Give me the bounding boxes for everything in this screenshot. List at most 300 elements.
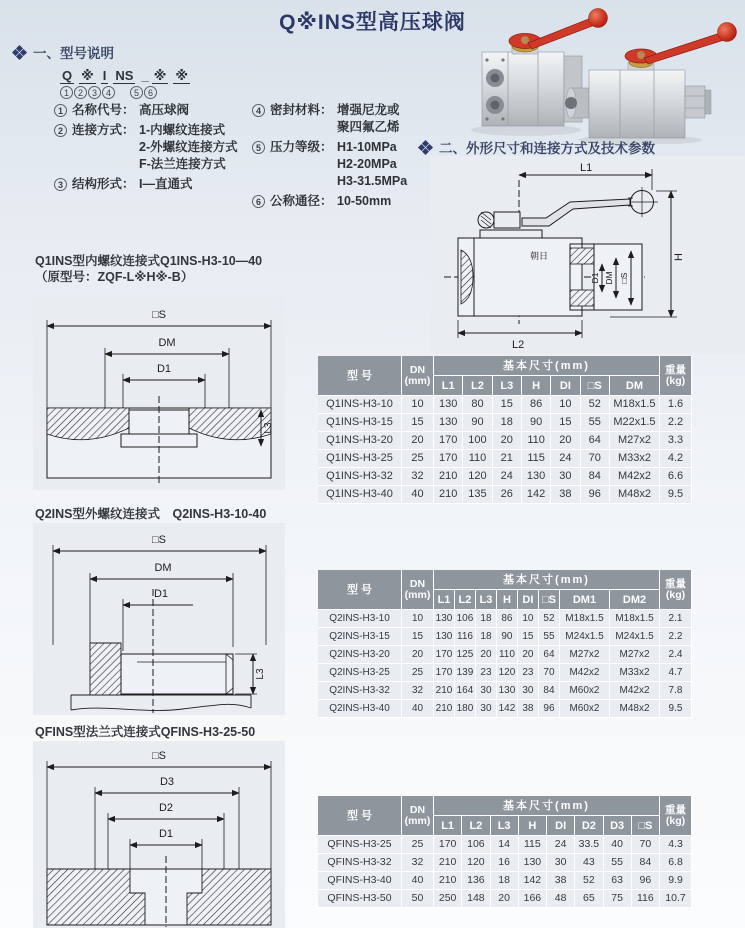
col-header-model: 型 号 bbox=[318, 356, 402, 396]
value-cell: 15 bbox=[518, 628, 539, 646]
model-cell: Q2INS-H3-15 bbox=[318, 628, 402, 646]
value-cell: 10 bbox=[402, 396, 434, 414]
value-cell: 20 bbox=[402, 432, 434, 450]
dim-label-d1: D1 bbox=[156, 363, 172, 375]
value-cell: 210 bbox=[434, 486, 463, 504]
value-cell: 125 bbox=[455, 646, 476, 664]
col-header-basic: 基本尺寸(mm) bbox=[434, 570, 660, 590]
value-cell: 180 bbox=[455, 700, 476, 718]
value-cell: 116 bbox=[455, 628, 476, 646]
value-cell: 210 bbox=[434, 682, 455, 700]
circled-number: 3 bbox=[88, 86, 101, 99]
table-row bbox=[318, 646, 692, 664]
value-cell: 135 bbox=[463, 486, 492, 504]
value-cell: 20 bbox=[493, 432, 522, 450]
item-number: 4 bbox=[252, 104, 265, 117]
value-cell: M18x1.5 bbox=[560, 610, 610, 628]
value-cell: 3.3 bbox=[660, 432, 692, 450]
diagram-internal-thread bbox=[33, 296, 285, 490]
table-row bbox=[318, 700, 692, 718]
value-cell: 25 bbox=[402, 836, 434, 854]
col-header-dim: L1 bbox=[434, 590, 455, 610]
col-header-weight: 重量 (kg) bbox=[660, 356, 692, 396]
value-cell: 18 bbox=[476, 610, 497, 628]
value-cell: 130 bbox=[434, 610, 455, 628]
value-cell: 55 bbox=[539, 628, 560, 646]
col-header-dim: H bbox=[497, 590, 518, 610]
code-seg: ※ bbox=[175, 68, 188, 83]
item-label: 连接方式： bbox=[72, 123, 135, 137]
value-cell: 115 bbox=[519, 836, 547, 854]
item-value: 高压球阀 bbox=[139, 103, 190, 117]
value-cell: 26 bbox=[493, 486, 522, 504]
value-cell: 70 bbox=[539, 664, 560, 682]
model-cell: Q1INS-H3-10 bbox=[318, 396, 402, 414]
model-cell: QFINS-H3-32 bbox=[318, 854, 402, 872]
table-row bbox=[318, 486, 692, 504]
value-cell: 20 bbox=[518, 646, 539, 664]
value-cell: 142 bbox=[519, 872, 547, 890]
col-header-dim: L3 bbox=[491, 816, 519, 836]
value-cell: 33.5 bbox=[575, 836, 603, 854]
value-cell: 90 bbox=[522, 414, 551, 432]
value-cell: M60x2 bbox=[560, 682, 610, 700]
item-label: 压力等级： bbox=[270, 140, 333, 154]
col-header-dim: DI bbox=[551, 376, 580, 396]
value-cell: 24 bbox=[551, 450, 580, 468]
value-cell: 2.2 bbox=[660, 414, 692, 432]
value-cell: M33x2 bbox=[610, 450, 660, 468]
diagram-external-thread bbox=[33, 523, 285, 715]
item-label: 密封材料： bbox=[270, 103, 333, 117]
value-cell: 96 bbox=[581, 486, 610, 504]
diagram-flange bbox=[33, 741, 285, 928]
spec-table-q1ins bbox=[318, 356, 692, 504]
value-cell: 84 bbox=[581, 468, 610, 486]
value-cell: 63 bbox=[604, 872, 632, 890]
col-header-dim: D2 bbox=[575, 816, 603, 836]
value-cell: 120 bbox=[462, 854, 490, 872]
value-cell: 6.8 bbox=[660, 854, 692, 872]
diagram3-label bbox=[35, 724, 335, 740]
item-value: H1-10MPa H2-20MPa H3-31.5MPa bbox=[337, 140, 408, 188]
value-cell: 15 bbox=[402, 414, 434, 432]
four-diamond-icon bbox=[418, 140, 432, 154]
value-cell: 52 bbox=[575, 872, 603, 890]
value-cell: 1.6 bbox=[660, 396, 692, 414]
value-cell: 4.3 bbox=[660, 836, 692, 854]
value-cell: 90 bbox=[463, 414, 492, 432]
item-number: 3 bbox=[54, 178, 67, 191]
value-cell: 110 bbox=[497, 646, 518, 664]
value-cell: 6.6 bbox=[660, 468, 692, 486]
value-cell: 38 bbox=[518, 700, 539, 718]
legend-item bbox=[54, 122, 254, 173]
item-number: 2 bbox=[54, 124, 67, 137]
value-cell: 10.7 bbox=[660, 890, 692, 908]
value-cell: 4.7 bbox=[660, 664, 692, 682]
value-cell: 115 bbox=[522, 450, 551, 468]
model-cell: QFINS-H3-25 bbox=[318, 836, 402, 854]
dim-label-s: □S bbox=[152, 534, 166, 546]
table-row bbox=[318, 414, 692, 432]
dim-label-l3: L3 bbox=[255, 668, 266, 680]
value-cell: 20 bbox=[476, 646, 497, 664]
item-label: 名称代号： bbox=[72, 103, 135, 117]
value-cell: 130 bbox=[519, 854, 547, 872]
col-header-dim: H bbox=[519, 816, 547, 836]
value-cell: 40 bbox=[402, 700, 434, 718]
table-row bbox=[318, 682, 692, 700]
col-header-dim: L2 bbox=[462, 816, 490, 836]
value-cell: M42x2 bbox=[610, 682, 660, 700]
code-seg: Q bbox=[62, 68, 73, 83]
value-cell: 14 bbox=[491, 836, 519, 854]
value-cell: 96 bbox=[632, 872, 660, 890]
value-cell: 65 bbox=[575, 890, 603, 908]
value-cell: 30 bbox=[518, 682, 539, 700]
code-number-row bbox=[60, 86, 195, 99]
dim-label-h: H bbox=[673, 253, 685, 261]
value-cell: 9.9 bbox=[660, 872, 692, 890]
col-header-model: 型 号 bbox=[318, 796, 402, 836]
value-cell: 80 bbox=[463, 396, 492, 414]
value-cell: 15 bbox=[493, 396, 522, 414]
value-cell: 142 bbox=[497, 700, 518, 718]
value-cell: 55 bbox=[581, 414, 610, 432]
col-header-dim: L3 bbox=[493, 376, 522, 396]
code-seg: ※ bbox=[153, 68, 167, 83]
value-cell: 96 bbox=[539, 700, 560, 718]
model-cell: QFINS-H3-40 bbox=[318, 872, 402, 890]
col-header-dim: DM2 bbox=[610, 590, 660, 610]
item-number: 1 bbox=[54, 104, 67, 117]
value-cell: 30 bbox=[547, 854, 575, 872]
value-cell: M24x1.5 bbox=[560, 628, 610, 646]
col-header-dn: DN (mm) bbox=[402, 356, 434, 396]
table-row bbox=[318, 628, 692, 646]
value-cell: 30 bbox=[476, 700, 497, 718]
value-cell: 20 bbox=[402, 646, 434, 664]
value-cell: M24x1.5 bbox=[610, 628, 660, 646]
model-cell: Q2INS-H3-20 bbox=[318, 646, 402, 664]
value-cell: 210 bbox=[434, 872, 462, 890]
value-cell: M27x2 bbox=[610, 646, 660, 664]
value-cell: 21 bbox=[493, 450, 522, 468]
value-cell: 32 bbox=[402, 854, 434, 872]
model-cell: Q1INS-H3-15 bbox=[318, 414, 402, 432]
value-cell: 20 bbox=[551, 432, 580, 450]
value-cell: M18x1.5 bbox=[610, 396, 660, 414]
item-number: 5 bbox=[252, 141, 265, 154]
handle-ball bbox=[589, 9, 608, 28]
valve-photo-right bbox=[565, 23, 737, 145]
legend-item bbox=[252, 139, 442, 190]
dim-label-l2: L2 bbox=[512, 339, 525, 351]
col-header-dim: DM bbox=[610, 376, 660, 396]
col-header-dn: DN (mm) bbox=[402, 796, 434, 836]
diagram2-label bbox=[35, 506, 335, 522]
col-header-weight: 重量 (kg) bbox=[660, 796, 692, 836]
value-cell: 210 bbox=[434, 854, 462, 872]
value-cell: 90 bbox=[497, 628, 518, 646]
col-header-dim: L1 bbox=[434, 376, 463, 396]
value-cell: 38 bbox=[547, 872, 575, 890]
value-cell: 10 bbox=[402, 610, 434, 628]
value-cell: 70 bbox=[581, 450, 610, 468]
section1-title: 一、型号说明 bbox=[33, 46, 114, 61]
model-cell: Q2INS-H3-25 bbox=[318, 664, 402, 682]
value-cell: 24 bbox=[493, 468, 522, 486]
model-code-row bbox=[60, 68, 195, 84]
value-cell: 139 bbox=[455, 664, 476, 682]
item-value: I—直通式 bbox=[139, 177, 193, 191]
value-cell: 23 bbox=[518, 664, 539, 682]
diagram1-subtitle: （原型号：ZQF-L※H※-B） bbox=[35, 270, 194, 284]
section2-title: 二、外形尺寸和连接方式及技术参数 bbox=[439, 141, 655, 156]
table-row bbox=[318, 664, 692, 682]
model-code bbox=[60, 68, 195, 99]
product-photo-valves bbox=[468, 6, 745, 144]
col-header-dim: □S bbox=[581, 376, 610, 396]
value-cell: 9.5 bbox=[660, 486, 692, 504]
value-cell: 120 bbox=[497, 664, 518, 682]
value-cell: 130 bbox=[434, 414, 463, 432]
table-row bbox=[318, 610, 692, 628]
table-row bbox=[318, 854, 692, 872]
four-diamond-icon bbox=[12, 45, 26, 59]
value-cell: 130 bbox=[497, 682, 518, 700]
code-seg: NS bbox=[115, 68, 134, 83]
value-cell: 15 bbox=[402, 628, 434, 646]
table-row bbox=[318, 872, 692, 890]
col-header-dim: L2 bbox=[463, 376, 492, 396]
col-header-dim: □S bbox=[632, 816, 660, 836]
value-cell: 120 bbox=[463, 468, 492, 486]
col-header-basic: 基本尺寸(mm) bbox=[434, 796, 660, 816]
code-seg: ※ bbox=[81, 68, 94, 83]
value-cell: 86 bbox=[522, 396, 551, 414]
dim-label-d1: D1 bbox=[590, 272, 600, 284]
spec-table-qfins bbox=[318, 796, 692, 908]
table-row bbox=[318, 450, 692, 468]
spec-table bbox=[318, 356, 692, 504]
value-cell: 16 bbox=[491, 854, 519, 872]
col-header-dim: □S bbox=[539, 590, 560, 610]
value-cell: 30 bbox=[476, 682, 497, 700]
value-cell: 43 bbox=[575, 854, 603, 872]
value-cell: 2.2 bbox=[660, 628, 692, 646]
value-cell: 250 bbox=[434, 890, 462, 908]
value-cell: 50 bbox=[402, 890, 434, 908]
value-cell: 10 bbox=[518, 610, 539, 628]
section1-heading bbox=[12, 42, 114, 62]
circled-number: 2 bbox=[74, 86, 87, 99]
value-cell: 166 bbox=[519, 890, 547, 908]
main-dimension-drawing bbox=[430, 156, 745, 354]
col-header-dim: L2 bbox=[455, 590, 476, 610]
spec-table-q2ins bbox=[318, 570, 692, 718]
diagram1-label bbox=[35, 253, 335, 285]
dim-label-l3: L3 bbox=[263, 422, 274, 434]
value-cell: 210 bbox=[434, 468, 463, 486]
table-row bbox=[318, 468, 692, 486]
value-cell: 20 bbox=[491, 890, 519, 908]
item-label: 公称通径： bbox=[270, 194, 333, 208]
value-cell: 210 bbox=[434, 700, 455, 718]
model-cell: Q1INS-H3-32 bbox=[318, 468, 402, 486]
table-row bbox=[318, 890, 692, 908]
value-cell: M27x2 bbox=[610, 432, 660, 450]
value-cell: 32 bbox=[402, 468, 434, 486]
value-cell: 32 bbox=[402, 682, 434, 700]
value-cell: 130 bbox=[522, 468, 551, 486]
item-number: 6 bbox=[252, 195, 265, 208]
legend-item bbox=[54, 176, 254, 193]
value-cell: 130 bbox=[434, 396, 463, 414]
value-cell: 64 bbox=[539, 646, 560, 664]
value-cell: 75 bbox=[604, 890, 632, 908]
value-cell: 84 bbox=[632, 854, 660, 872]
value-cell: 2.4 bbox=[660, 646, 692, 664]
model-cell: QFINS-H3-50 bbox=[318, 890, 402, 908]
value-cell: 142 bbox=[522, 486, 551, 504]
model-cell: Q2INS-H3-10 bbox=[318, 610, 402, 628]
table-row bbox=[318, 396, 692, 414]
value-cell: 130 bbox=[434, 628, 455, 646]
value-cell: 170 bbox=[434, 646, 455, 664]
value-cell: M48x2 bbox=[610, 486, 660, 504]
value-cell: 2.1 bbox=[660, 610, 692, 628]
circled-number: 4 bbox=[102, 86, 115, 99]
model-cell: Q2INS-H3-32 bbox=[318, 682, 402, 700]
item-value: 1-内螺纹连接式 2-外螺纹连接方式 F-法兰连接方式 bbox=[139, 123, 238, 171]
legend-item bbox=[54, 102, 254, 119]
model-cell: Q1INS-H3-40 bbox=[318, 486, 402, 504]
value-cell: M48x2 bbox=[610, 700, 660, 718]
table-row bbox=[318, 836, 692, 854]
value-cell: 4.2 bbox=[660, 450, 692, 468]
value-cell: 64 bbox=[581, 432, 610, 450]
circled-number: 5 bbox=[130, 86, 143, 99]
legend-item bbox=[252, 102, 442, 136]
spec-table bbox=[318, 570, 692, 718]
model-cell: Q1INS-H3-20 bbox=[318, 432, 402, 450]
value-cell: 170 bbox=[434, 836, 462, 854]
value-cell: 136 bbox=[462, 872, 490, 890]
value-cell: 25 bbox=[402, 450, 434, 468]
value-cell: M33x2 bbox=[610, 664, 660, 682]
table-row bbox=[318, 432, 692, 450]
section2-heading bbox=[418, 137, 655, 157]
value-cell: 15 bbox=[551, 414, 580, 432]
diagram3-title: QFINS型法兰式连接式QFINS-H3-25-50 bbox=[35, 725, 256, 739]
value-cell: 86 bbox=[497, 610, 518, 628]
value-cell: 106 bbox=[455, 610, 476, 628]
value-cell: 148 bbox=[462, 890, 490, 908]
value-cell: 70 bbox=[632, 836, 660, 854]
code-seg: I bbox=[102, 68, 107, 83]
value-cell: 164 bbox=[455, 682, 476, 700]
value-cell: 170 bbox=[434, 432, 463, 450]
value-cell: 18 bbox=[476, 628, 497, 646]
dim-label-d3: D3 bbox=[159, 776, 175, 788]
value-cell: 10 bbox=[551, 396, 580, 414]
col-header-basic: 基本尺寸(mm) bbox=[434, 356, 660, 376]
col-header-dim: DI bbox=[518, 590, 539, 610]
model-cell: Q2INS-H3-40 bbox=[318, 700, 402, 718]
col-header-dim: L1 bbox=[434, 816, 462, 836]
value-cell: 55 bbox=[604, 854, 632, 872]
value-cell: 40 bbox=[402, 872, 434, 890]
circled-number: 1 bbox=[60, 86, 73, 99]
code-separator: _ bbox=[141, 68, 149, 83]
item-value: 10-50mm bbox=[337, 194, 392, 208]
dim-label-dm: DM bbox=[604, 271, 614, 285]
dim-label-d2: D2 bbox=[158, 802, 174, 814]
col-header-dim: D3 bbox=[604, 816, 632, 836]
value-cell: 170 bbox=[434, 664, 455, 682]
dim-label-s: □S bbox=[152, 750, 166, 762]
value-cell: 7.8 bbox=[660, 682, 692, 700]
item-label: 结构形式： bbox=[72, 177, 135, 191]
value-cell: M42x2 bbox=[560, 664, 610, 682]
value-cell: M22x1.5 bbox=[610, 414, 660, 432]
value-cell: 25 bbox=[402, 664, 434, 682]
page-title: Q※INS型高压球阀 bbox=[279, 11, 466, 34]
circled-number: 6 bbox=[144, 86, 157, 99]
model-legend-left bbox=[54, 102, 254, 196]
value-cell: M18x1.5 bbox=[610, 610, 660, 628]
value-cell: 40 bbox=[604, 836, 632, 854]
col-header-dn: DN (mm) bbox=[402, 570, 434, 610]
model-legend-right bbox=[252, 102, 442, 213]
value-cell: 18 bbox=[491, 872, 519, 890]
value-cell: 116 bbox=[632, 890, 660, 908]
value-cell: 84 bbox=[539, 682, 560, 700]
value-cell: 106 bbox=[462, 836, 490, 854]
value-cell: 40 bbox=[402, 486, 434, 504]
col-header-dim: H bbox=[522, 376, 551, 396]
dim-label-s: □S bbox=[152, 309, 166, 321]
handle-ball bbox=[718, 23, 737, 42]
legend-item bbox=[252, 193, 442, 210]
dim-label-dm: DM bbox=[158, 337, 176, 349]
value-cell: 52 bbox=[581, 396, 610, 414]
value-cell: 38 bbox=[551, 486, 580, 504]
value-cell: 9.5 bbox=[660, 700, 692, 718]
value-cell: 18 bbox=[493, 414, 522, 432]
value-cell: 170 bbox=[434, 450, 463, 468]
value-cell: M60x2 bbox=[560, 700, 610, 718]
col-header-weight: 重量 (kg) bbox=[660, 570, 692, 610]
item-value: 增强尼龙或 聚四氟乙烯 bbox=[337, 103, 400, 134]
value-cell: 48 bbox=[547, 890, 575, 908]
value-cell: 30 bbox=[551, 468, 580, 486]
col-header-dim: DM1 bbox=[560, 590, 610, 610]
value-cell: M42x2 bbox=[610, 468, 660, 486]
value-cell: M27x2 bbox=[560, 646, 610, 664]
dim-label-d1: D1 bbox=[158, 828, 174, 840]
value-cell: 110 bbox=[463, 450, 492, 468]
diagram2-title: Q2INS型外螺纹连接式 Q2INS-H3-10-40 bbox=[35, 507, 267, 521]
value-cell: 23 bbox=[476, 664, 497, 682]
col-header-model: 型 号 bbox=[318, 570, 402, 610]
value-cell: 52 bbox=[539, 610, 560, 628]
dim-label-l1: L1 bbox=[580, 162, 593, 174]
model-cell: Q1INS-H3-25 bbox=[318, 450, 402, 468]
value-cell: 110 bbox=[522, 432, 551, 450]
